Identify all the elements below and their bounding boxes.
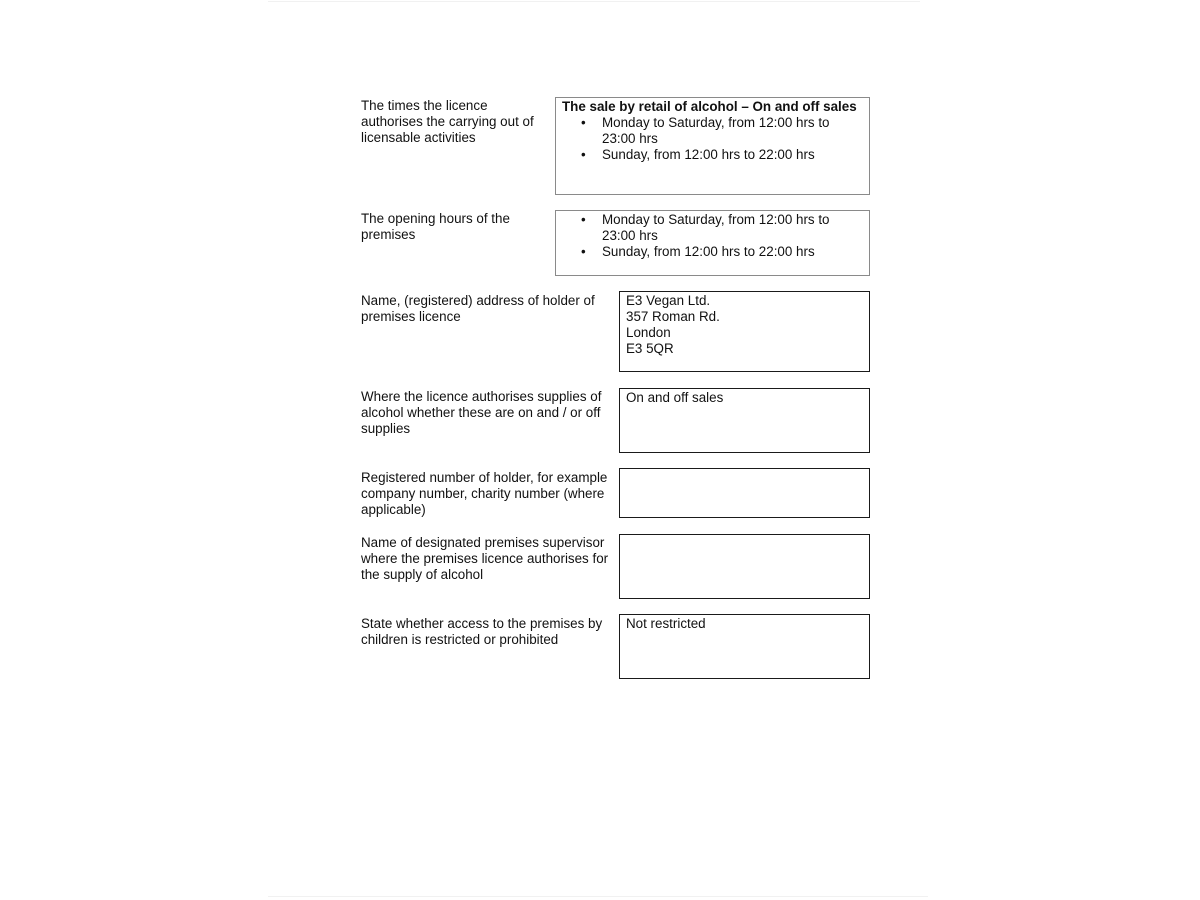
licence-times-heading: The sale by retail of alcohol – On and off sales [562,99,857,114]
list-item: • Sunday, from 12:00 hrs to 22:00 hrs [581,147,815,162]
bullet-icon: • [581,244,586,259]
holder-address-value: E3 Vegan Ltd. 357 Roman Rd. London E3 5QR [626,293,720,356]
bullet-icon: • [581,147,586,162]
holder-address-label: Name, (registered) address of holder of premises licence [361,293,595,324]
supervisor-label: Name of designated premises supervisor where the premises licence authorises for the supply of alcohol [361,535,609,582]
supplies-label: Where the licence authorises supplies of alcohol whether these are on and / or off supplies [361,389,602,436]
supplies-value: On and off sales [626,390,724,405]
opening-hours-label: The opening hours of the premises [361,211,510,242]
bullet-icon: • [581,115,586,130]
opening-hours-box [555,210,870,276]
licence-times-list [556,115,842,163]
list-item: • Sunday, from 12:00 hrs to 22:00 hrs [581,244,815,259]
list-item: • Monday to Saturday, from 12:00 hrs to 23:00 hrs [581,115,830,146]
holder-address-box [619,291,870,372]
bullet-icon: • [581,212,586,227]
supervisor-box [619,534,870,599]
licence-times-box [555,97,870,195]
page-top-edge [268,1,920,2]
page-bottom-edge [268,896,928,897]
children-access-box [619,614,870,679]
licence-times-label: The times the licence authorises the carrying out of licensable activities [361,98,534,145]
children-access-label: State whether access to the premises by children is restricted or prohibited [361,616,603,647]
supplies-box [619,388,870,453]
children-access-value: Not restricted [626,616,706,631]
registered-number-label: Registered number of holder, for example company number, charity number (where applicable) [361,470,608,517]
opening-hours-list [556,212,842,260]
list-item: • Monday to Saturday, from 12:00 hrs to 23:00 hrs [581,212,830,243]
registered-number-box [619,468,870,518]
